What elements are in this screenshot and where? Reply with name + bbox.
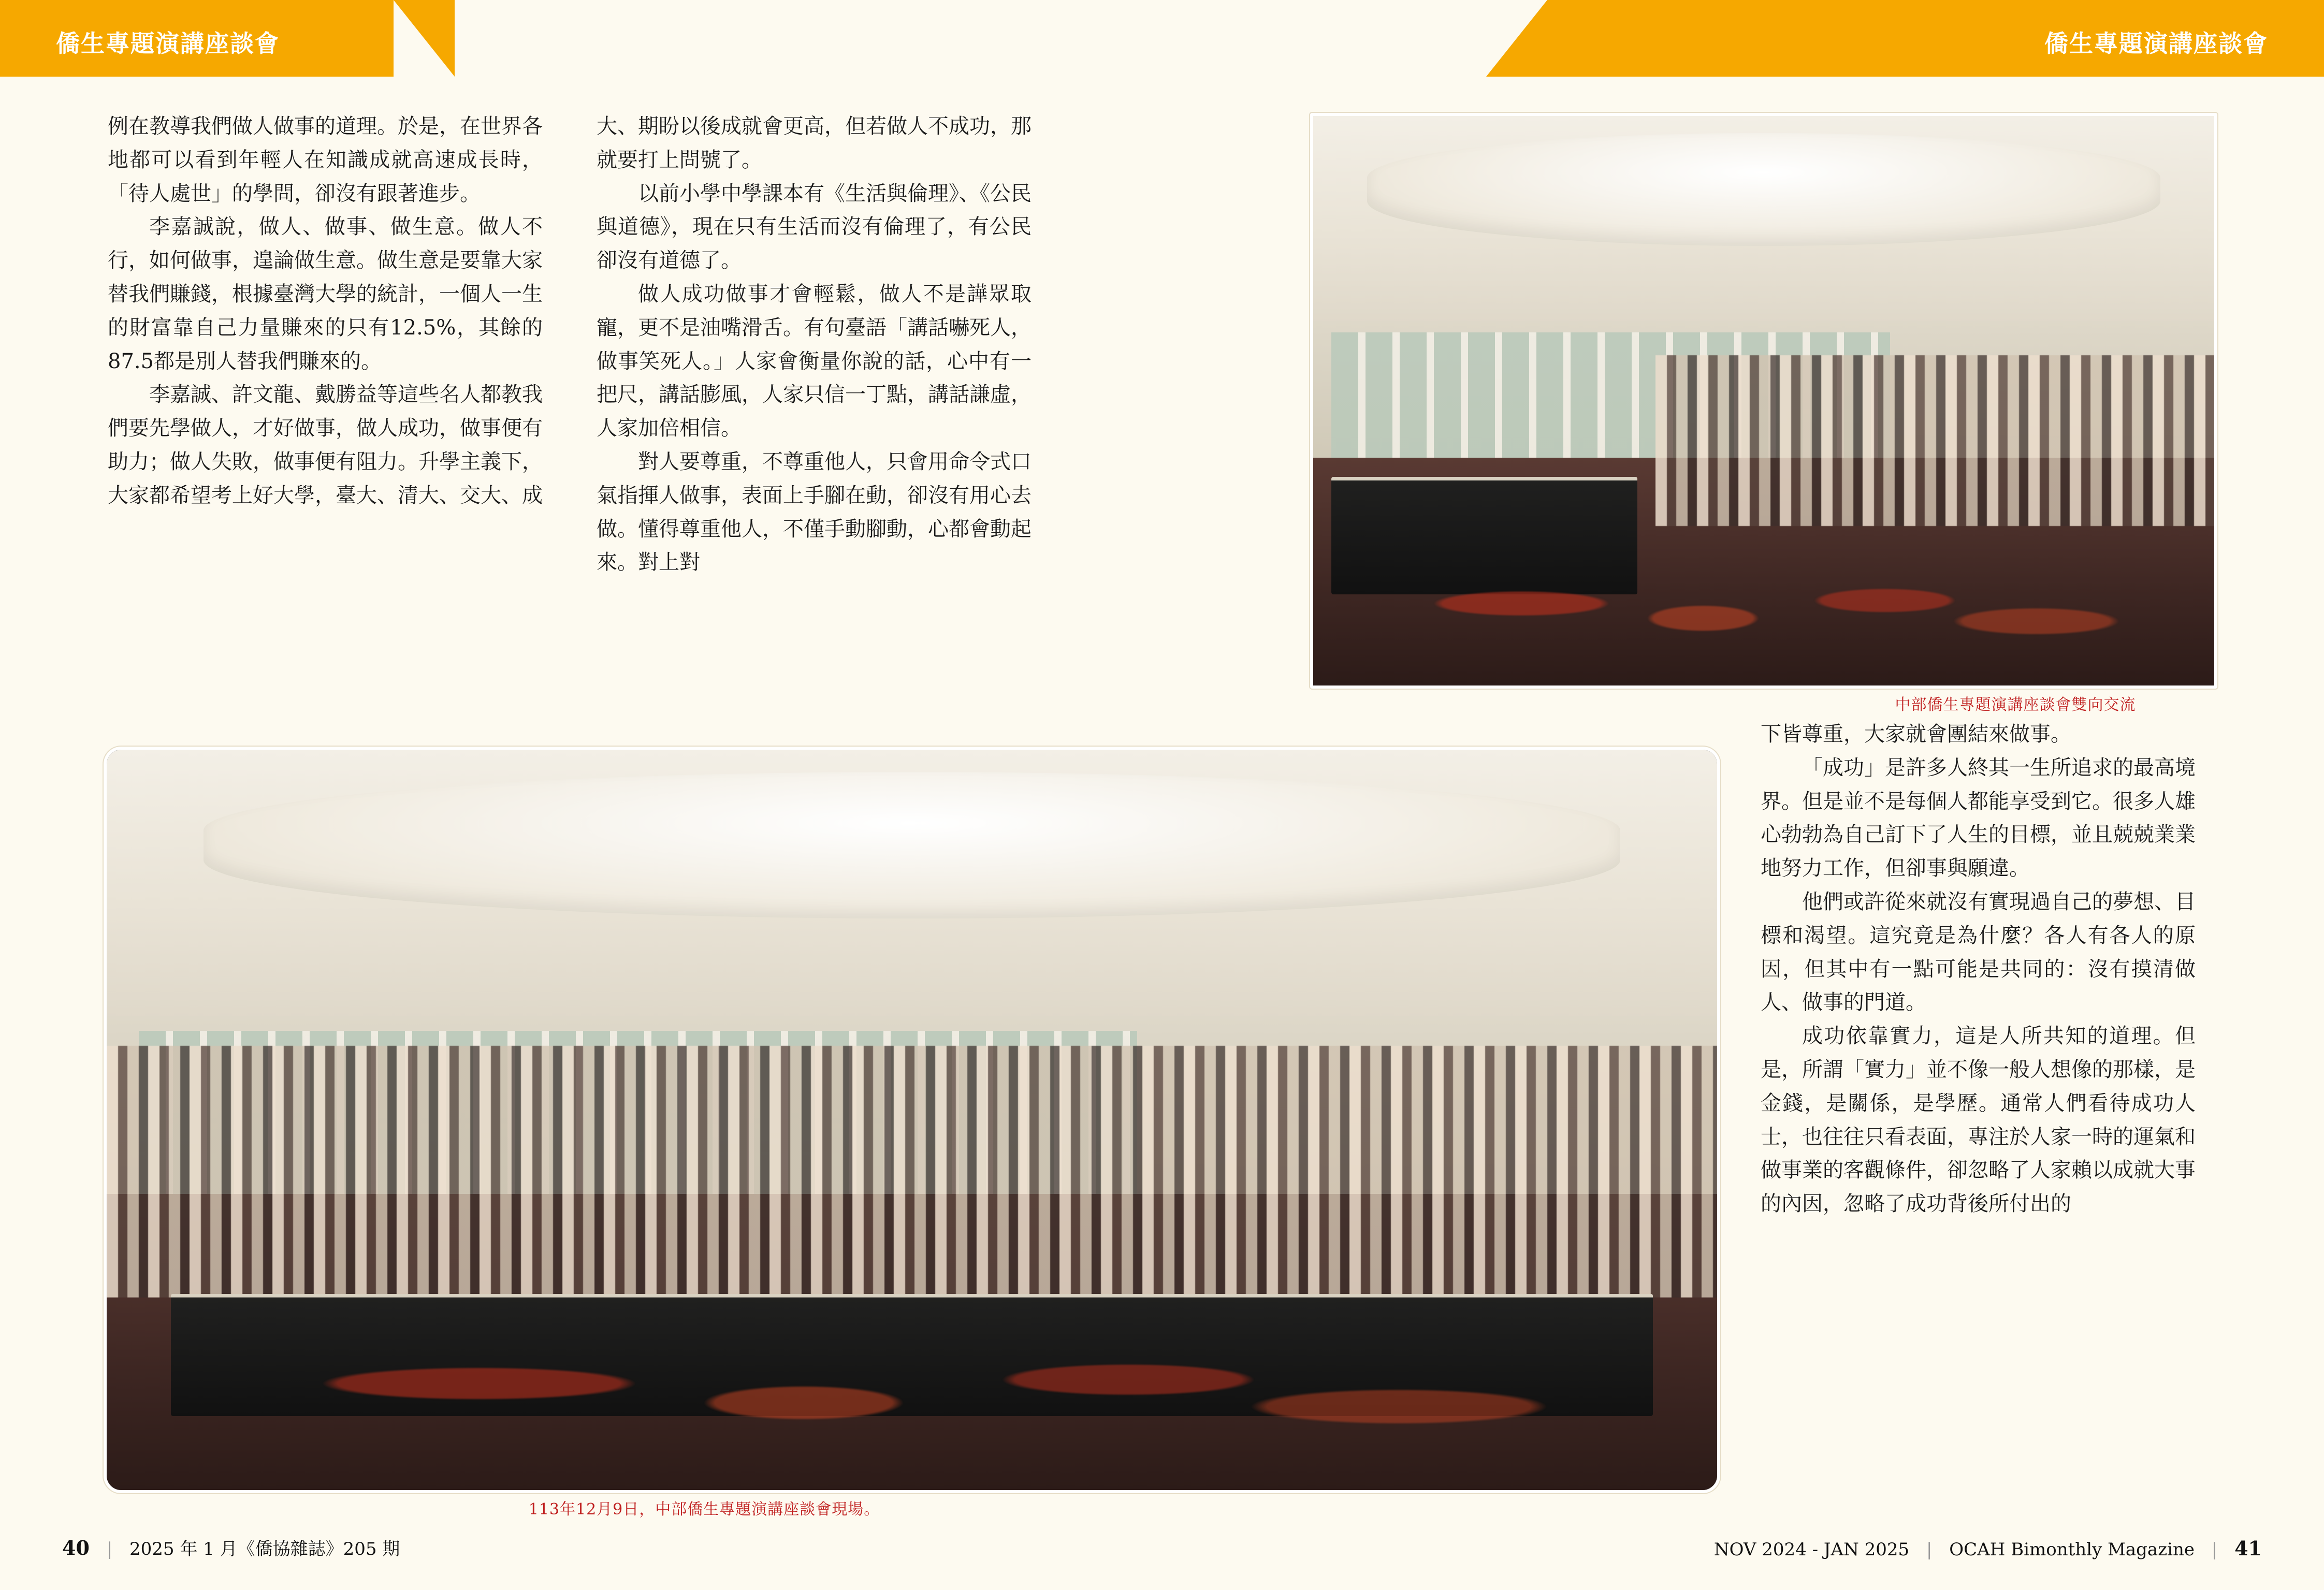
paragraph: 對人要尊重，不尊重他人，只會用命令式口氣指揮人做事，表面上手腳在動，卻沒有用心去做。懂得尊重他人，不僅手動腳動，心都會動起來。對上對 [597,449,1032,575]
photo-content [1313,116,2214,685]
paragraph: 李嘉誠、許文龍、戴勝益等這些名人都教我們要先學做人，才好做事，做人成功，做事便有助力；做人失敗，做事便有阻力。升學主義下，大家都希望考上好大學，臺大、清大、交大、成 [108,383,543,507]
paragraph: 下皆尊重，大家就會團結來做事。 [1761,722,2071,746]
page-number-left: 40 [62,1536,90,1559]
audience [107,1046,1717,1297]
carpet-pattern [236,1268,1588,1461]
paragraph: 成功依靠實力，這是人所共知的道理。但是，所謂「實力」並不像一般人想像的那樣，是金錢，是關係，是學歷。通常人們看待成功人士，也往往只看表面，專注於人家一時的運氣和做事業的客觀條件，卻忽略了人家賴以成就大事的內因，忽略了成功背後所付出的 [1761,1024,2196,1216]
footer-date-range: NOV 2024 - JAN 2025 [1713,1539,1910,1560]
carpet-pattern [1385,515,2142,663]
paragraph: 大、期盼以後成就會更高，但若做人不成功，那就要打上問號了。 [597,114,1032,172]
footer-issue-text: 2025 年 1 月《僑協雜誌》205 期 [129,1539,400,1559]
paragraph: 「成功」是許多人終其一生所追求的最高境界。但是並不是每個人都能享受到它。很多人雄心勃勃為自己訂下了人生的目標，並且兢兢業業地努力工作，但卻事與願違。 [1761,755,2196,881]
photo-caption-main: 113年12月9日，中部僑生專題演講座談會現場。 [528,1500,880,1519]
paragraph: 以前小學中學課本有《生活與倫理》、《公民與道德》，現在只有生活而沒有倫理了，有公民卻沒有道德了。 [597,181,1032,273]
footer-divider: | [106,1539,113,1559]
photo-speaker-session [1310,113,2217,689]
photo-group-audience [104,747,1720,1493]
header-title-left: 僑生專題演講座談會 [56,30,280,57]
footer-magazine-name: OCAH Bimonthly Magazine [1949,1539,2195,1560]
footer-divider: | [2211,1539,2218,1560]
footer-divider: | [1926,1539,1933,1560]
ceiling [107,750,1717,1031]
paragraph: 例在教導我們做人做事的道理。於是，在世界各地都可以看到年輕人在知識成就高速成長時，「待人處世」的學問，卻沒有跟著進步。 [108,114,543,206]
body-column-right [1761,718,2196,1221]
photo-caption-top: 中部僑生專題演講座談會雙向交流 [1895,696,2136,714]
paragraph: 李嘉誠說，做人、做事、做生意。做人不行，如何做事，遑論做生意。做生意是要靠大家替我們賺錢，根據臺灣大學的統計，一個人一生的財富靠自己力量賺來的只有12.5%，其餘的87.5都是別人替我們賺來的。 [108,215,543,373]
paragraph: 做人成功做事才會輕鬆，做人不是譁眾取寵，更不是油嘴滑舌。有句臺語「講話嚇死人，做事笑死人。」人家會衡量你說的話，心中有一把尺，講話膨風，人家只信一丁點，講話謙虛，人家加倍相信。 [597,282,1032,441]
paragraph: 他們或許從來就沒有實現過自己的夢想、目標和渴望。這究竟是為什麼？各人有各人的原因，但其中有一點可能是共同的：沒有摸清做人、做事的門道。 [1761,889,2196,1015]
header-title-right: 僑生專題演講座談會 [2044,30,2268,57]
audience [1655,355,2214,526]
ceiling [1313,116,2214,332]
photo-content [107,750,1717,1490]
footer-left [62,1535,400,1560]
body-column-middle [597,110,1032,579]
page-number-right: 41 [2234,1537,2262,1560]
footer-right [1714,1537,2262,1560]
body-column-left [108,110,543,513]
